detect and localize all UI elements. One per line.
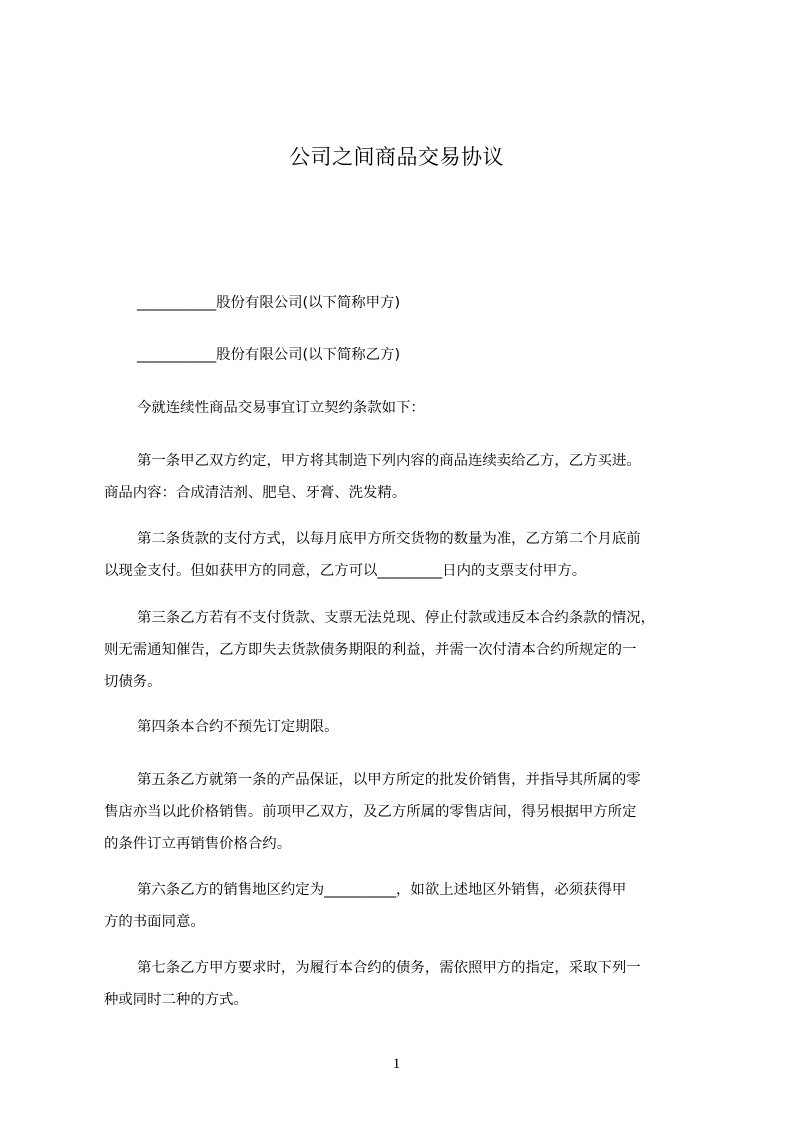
article-7-line-2: 种或同时二种的方式。 [104,992,248,1008]
article-3-line-1: 第三条乙方若有不支付货款、支票无法兑现、停止付款或违反本合约条款的情况， [137,610,656,626]
article-5-line-2: 售店亦当以此价格销售。前项甲乙双方，及乙方所属的零售店间，得另根据甲方所定 [104,804,637,820]
paragraph-intro [104,392,704,424]
paragraph-party-b [104,339,704,371]
paragraph-party-a [104,287,704,319]
party-a-line: ___________股份有限公司(以下简称甲方) [137,295,401,311]
paragraph-article-5 [104,764,704,860]
paragraph-article-1 [104,445,704,509]
article-3-line-3: 切债务。 [104,674,162,690]
article-6-line-1: 第六条乙方的销售地区约定为__________，如欲上述地区外销售，必须获得甲 [137,882,627,898]
intro-line: 今就连续性商品交易事宜订立契约条款如下： [137,400,425,416]
page-number: 1 [392,1056,401,1072]
article-2-line-1: 第二条货款的支付方式，以每月底甲方所交货物的数量为准，乙方第二个月底前 [137,531,641,547]
article-5-line-3: 的条件订立再销售价格合约。 [104,836,292,852]
article-3-line-2: 则无需通知催告，乙方即失去货款债务期限的利益，并需一次付清本合约所规定的一 [104,642,637,658]
article-1-line-2: 商品内容：合成清洁剂、肥皂、牙膏、洗发精。 [104,485,407,501]
party-b-line: ___________股份有限公司(以下简称乙方) [137,347,401,363]
paragraph-article-7 [104,952,704,1016]
article-7-line-1: 第七条乙方甲方要求时，为履行本合约的债务，需依照甲方的指定，采取下列一 [137,960,641,976]
document-title: 公司之间商品交易协议 [289,145,504,169]
article-1-line-1: 第一条甲乙双方约定，甲方将其制造下列内容的商品连续卖给乙方，乙方买进。 [137,453,641,469]
article-4-line-1: 第四条本合约不预先订定期限。 [137,719,339,735]
article-6-line-2: 方的书面同意。 [104,914,205,930]
paragraph-article-2 [104,523,704,587]
paragraph-article-3 [104,602,704,698]
paragraph-article-4 [104,711,704,743]
article-5-line-1: 第五条乙方就第一条的产品保证，以甲方所定的批发价销售，并指导其所属的零 [137,772,641,788]
paragraph-article-6 [104,874,704,938]
article-2-line-2: 以现金支付。但如获甲方的同意，乙方可以_________日内的支票支付甲方。 [104,563,587,579]
